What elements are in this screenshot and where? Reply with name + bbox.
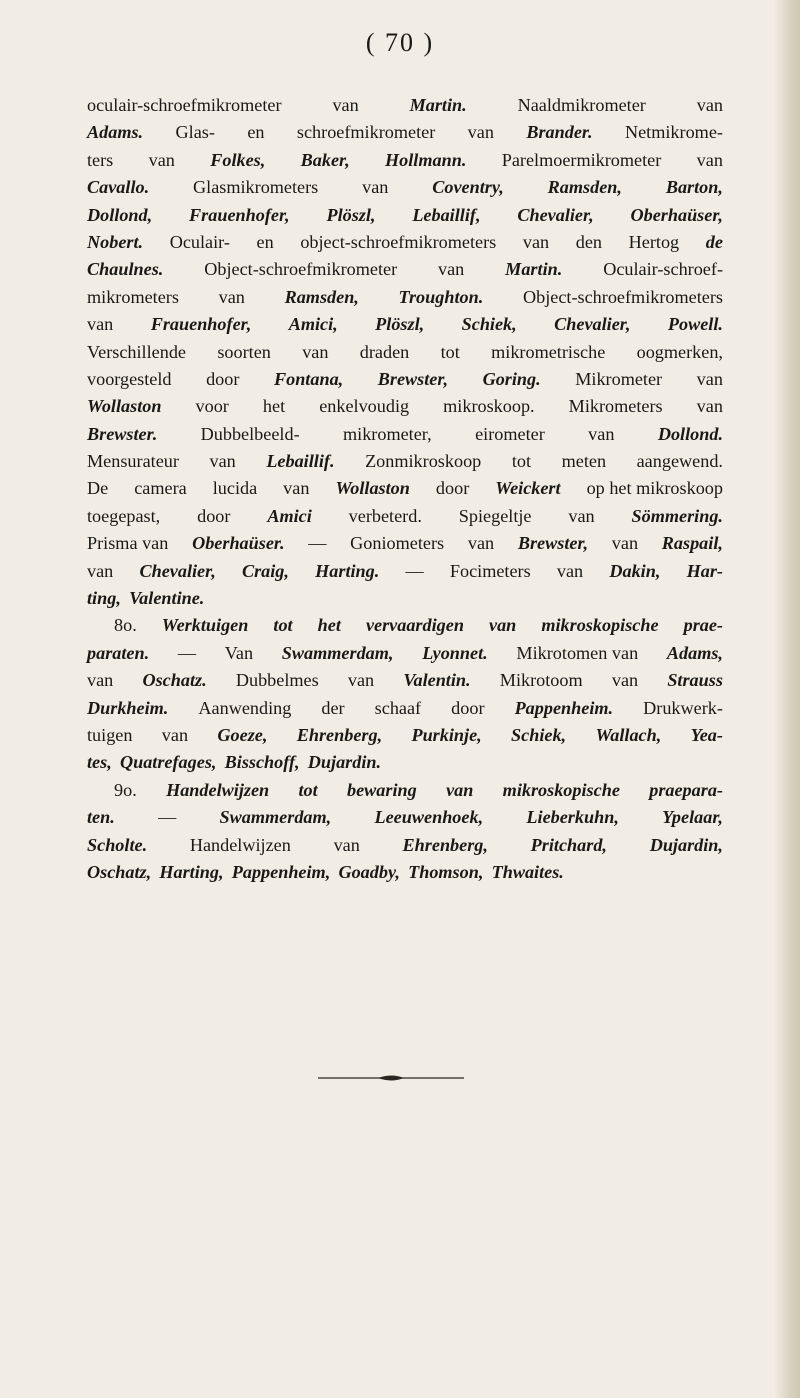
name-word: Oberhaüser, [630,204,723,225]
name-word: Brewster. [87,423,158,444]
name-word: Barton, [665,177,723,198]
word: op het mikroskoop [586,478,723,499]
name-word: Lebaillif. [266,451,335,472]
word: Mikrometers [568,396,663,417]
text-line [87,503,723,530]
word: van [696,368,723,389]
word: door [435,478,470,499]
word: voor [195,396,229,417]
name-word: Thomson, [408,861,484,882]
name-word: Baker, [300,149,350,170]
word: verbeterd. [348,505,422,526]
name-word: bewaring [347,779,417,800]
word: van [332,95,359,115]
word: Glas- [175,122,215,143]
name-word: tes, [87,752,112,773]
name-word: Cavallo. [87,177,150,198]
word: van [522,231,550,252]
name-word: Valentin. [403,670,471,691]
word: Prisma van [87,533,169,554]
name-word: Yea- [690,724,723,745]
text-line [87,667,723,694]
word: en [256,231,274,252]
name-word: Dollond, [87,204,153,225]
word: Hertog [628,231,680,252]
name-word: Chaulnes. [87,259,164,280]
word: mikrometers [87,286,179,307]
word: van [333,834,360,855]
word: — [308,533,327,554]
word: het [262,396,286,417]
word: aangewend. [636,451,723,472]
name-word: Purkinje, [411,724,482,745]
word: lucida [212,478,258,499]
text-line [87,92,723,119]
name-word: Hollmann. [385,149,467,170]
name-word: Nobert. [87,231,144,252]
text-line [87,804,723,831]
name-word: praepara- [649,779,723,800]
word: van [696,396,723,417]
name-word: Harting, [159,861,224,882]
word: object-schroefmikrometers [300,231,497,252]
text-line [87,366,723,393]
name-word: Chevalier, [517,204,594,225]
word: mikroskoop. [443,396,535,417]
text-line [87,421,723,448]
text-line [87,530,723,557]
name-word: Coventry, [432,177,504,198]
word: en [247,122,265,143]
text-line [87,202,723,229]
word: Dubbelmes [235,670,319,691]
word: Oculair-schroef- [603,259,723,280]
text-line [87,311,723,338]
text-line [87,119,723,146]
word: Object-schroefmikrometer [204,259,398,280]
name-word: Ramsden, [547,177,622,198]
text-line [87,339,723,366]
word: Object-schroefmikrometers [522,286,723,307]
word: meten [561,451,607,472]
word: 9o. [114,779,137,800]
word: van [87,560,114,581]
text-line [87,558,723,585]
text-line [87,256,723,283]
name-word: Brewster, [517,533,589,554]
word: Mensurateur [87,451,179,472]
word: mikrometrische [491,341,606,362]
word: tuigen [87,724,133,745]
word: Zonmikroskoop [365,451,482,472]
word: Verschillende [87,341,186,362]
name-word: mikroskopische [541,615,659,636]
word: mikrometer, [343,423,432,444]
word: toegepast, [87,505,161,526]
word: Oculair- [169,231,230,252]
name-word: Brander. [526,122,593,143]
word: van [87,670,114,691]
name-word: Ypelaar, [662,807,723,828]
word: van [302,341,329,362]
name-word: Martin. [505,259,563,280]
name-word: Brewster, [377,368,449,389]
word: 8o. [114,615,137,636]
word: oculair-schroefmikrometer [87,95,282,115]
word: — [405,560,424,581]
name-word: Scholte. [87,834,148,855]
name-word: Oschatz, [87,861,152,882]
word: Dubbelbeeld- [200,423,300,444]
name-word: Raspail, [661,533,723,554]
text-line [87,147,723,174]
text-line [87,174,723,201]
name-word: prae- [683,615,723,636]
name-word: Powell. [667,314,723,335]
text-line [87,475,723,502]
word: tot [440,341,460,362]
word: camera [134,478,187,499]
name-word: Amici [267,505,312,526]
name-word: Goring. [482,368,541,389]
text-line [87,448,723,475]
name-word: Goadby, [338,861,400,882]
word: van [696,95,723,115]
name-word: Dujardin. [307,752,382,773]
word: Handelwijzen [189,834,291,855]
word: door [197,505,231,526]
name-word: Folkes, [210,149,266,170]
name-word: Dakin, [609,560,661,581]
word: der [321,697,345,718]
name-word: paraten. [87,642,150,663]
name-word: Chevalier, [139,560,216,581]
word: — [158,807,177,828]
word: van [209,451,236,472]
name-word: Schiek, [461,314,517,335]
word: van [283,478,310,499]
word: Drukwerk- [643,697,723,718]
word: ters [87,149,114,170]
word: van [467,533,495,554]
word: oogmerken, [636,341,723,362]
word: Mikrotoom [499,670,583,691]
text-line [87,640,723,667]
word: van [611,533,639,554]
name-word: Swammerdam, [281,642,394,663]
text-line [87,393,723,420]
page-number: ( 70 ) [365,28,435,57]
word: van [161,724,189,745]
word: schroefmikrometer [296,122,436,143]
word: tot [511,451,532,472]
word: van [588,423,615,444]
word: van [87,314,114,335]
name-word: Oberhaüser. [192,533,285,554]
name-word: Pappenheim, [231,861,331,882]
word: van [611,670,639,691]
name-word: Goeze, [217,724,268,745]
name-word: Plöszl, [375,314,425,335]
name-word: Pappenheim. [514,697,614,718]
word: soorten [217,341,271,362]
word: Parelmoermikrometer [501,149,662,170]
word: Goniometers [350,533,445,554]
text-line [87,612,723,639]
name-word: ten. [87,807,115,828]
name-word: Adams, [666,642,723,663]
word: draden [359,341,410,362]
name-word: Schiek, [511,724,567,745]
name-word: Amici, [288,314,338,335]
name-word: Dollond. [657,423,723,444]
word: eirometer [475,423,545,444]
name-word: Frauenhofer, [189,204,290,225]
text-line [87,585,723,612]
name-word: Ramsden, [284,286,359,307]
text-line [87,695,723,722]
word: Aanwending [198,697,292,718]
word: van [568,505,595,526]
word: Glasmikrometers [193,177,319,198]
name-word: Bisschoff, [224,752,300,773]
name-word: tot [273,615,293,636]
body-text [87,92,723,886]
text-line [87,284,723,311]
text-line [87,229,723,256]
word: Mikrometer [575,368,663,389]
name-word: mikroskopische [502,779,620,800]
name-word: Ehrenberg, [296,724,383,745]
word: van [218,286,245,307]
name-word: Lieberkuhn, [526,807,619,828]
word: enkelvoudig [319,396,410,417]
name-word: Lebaillif, [412,204,481,225]
name-word: Handelwijzen [166,779,270,800]
name-word: Wollaston [335,478,410,499]
word: van [438,259,465,280]
name-word: Quatrefages, [119,752,217,773]
word: Mikrotomen van [516,642,639,663]
word: van [467,122,494,143]
text-line [87,832,723,859]
name-word: van [489,615,517,636]
name-word: Pritchard, [530,834,607,855]
name-word: Thwaites. [491,861,564,882]
name-word: Dujardin, [649,834,723,855]
name-word: Wollaston [87,396,162,417]
word: door [451,697,485,718]
text-line [87,777,723,804]
word: van [362,177,389,198]
word: Focimeters [449,560,531,581]
word: De [87,478,109,499]
name-word: Har- [686,560,723,581]
name-word: Sömmering. [631,505,723,526]
name-word: Lyonnet. [422,642,488,663]
text-line [87,749,723,776]
name-word: Fontana, [273,368,344,389]
word: van [347,670,375,691]
name-word: Leeuwenhoek, [374,807,484,828]
word: Spiegeltje [458,505,532,526]
name-word: Valentine. [129,588,205,609]
word: — [177,642,197,663]
text-line [87,722,723,749]
word: Naaldmikrometer [517,95,646,115]
name-word: Swammerdam, [219,807,332,828]
name-word: Troughton. [398,286,484,307]
name-word: Frauenhofer, [150,314,252,335]
name-word: Wallach, [595,724,662,745]
word: van [148,149,175,170]
name-word: Martin. [409,95,467,115]
section-divider-ornament [318,1074,464,1082]
name-word: vervaardigen [365,615,464,636]
name-word: Chevalier, [554,314,631,335]
name-word: Oschatz. [142,670,207,691]
word: Netmikrome- [624,122,723,143]
word: door [206,368,240,389]
word: schaaf [374,697,422,718]
name-word: het [317,615,341,636]
word: den [575,231,603,252]
name-word: ting, [87,588,121,609]
name-word: tot [298,779,318,800]
name-word: Weickert [495,478,561,499]
word: van [556,560,584,581]
name-word: Ehrenberg, [402,834,488,855]
name-word: Adams. [87,122,144,143]
page-edge-shadow [774,0,800,1398]
name-word: Durkheim. [87,697,169,718]
word: Van [224,642,254,663]
name-word: Werktuigen [161,615,249,636]
text-line [87,859,723,886]
word: van [696,149,723,170]
name-word: van [446,779,474,800]
name-word: Craig, [241,560,289,581]
name-word: de [705,231,723,252]
name-word: Strauss [667,670,723,691]
name-word: Harting. [315,560,380,581]
name-word: Plöszl, [326,204,376,225]
word: voorgesteld [87,368,172,389]
